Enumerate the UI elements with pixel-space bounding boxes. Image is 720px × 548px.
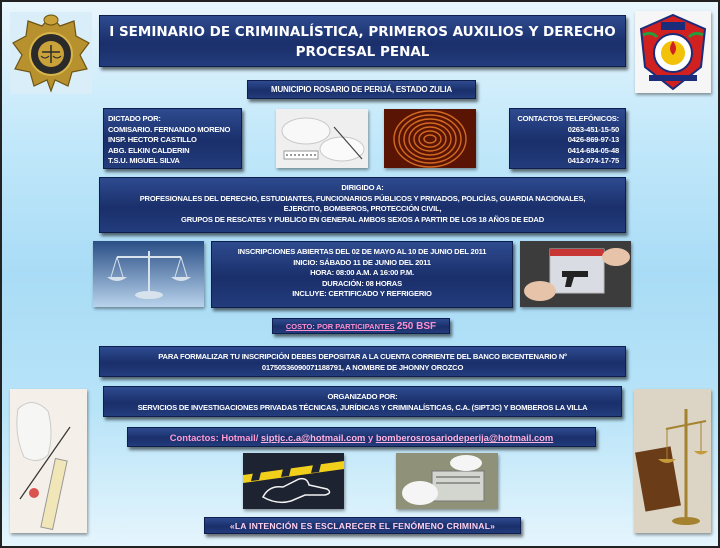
email-link-siptjc[interactable]: siptjc.c.a@hotmail.com [260, 432, 366, 443]
hours: HORA: 08:00 A.M. A 16:00 P.M. [310, 268, 414, 277]
location-text: MUNICIPIO ROSARIO DE PERIJÁ, ESTADO ZULIA [271, 85, 452, 94]
phone-contacts-heading: CONTACTOS TELEFÓNICOS: [517, 114, 619, 123]
instructors-heading: DICTADO POR: [108, 114, 161, 123]
phone-contacts-panel [509, 108, 626, 169]
email-contacts-banner [127, 427, 596, 447]
phone-number: 0426-869-97-13 [567, 135, 619, 144]
organizers-heading: ORGANIZADO POR: [327, 392, 398, 401]
email-link-bomberos[interactable]: bomberosrosariodeperija@hotmail.com [375, 432, 554, 443]
registration-dates: INSCRIPCIONES ABIERTAS DEL 02 DE MAYO AL 10 DE JUNIO DEL 2011 [237, 247, 487, 256]
instructor-name: COMISARIO. FERNANDO MORENO [108, 124, 231, 134]
start-date: INICIO: SÁBADO 11 DE JUNIO DEL 2011 [293, 257, 431, 267]
email-joiner: y [368, 432, 376, 443]
cost-amount: 250 BSF [396, 321, 437, 332]
instructor-name: INSP. HECTOR CASTILLO [108, 135, 197, 144]
instructors-panel [103, 108, 242, 169]
forensic-kit-photo [396, 453, 498, 509]
phone-number: 0263-451-15-50 [567, 124, 619, 134]
deposit-line-2: 01750536090071188791, A NOMBRE DE JHONNY OROZCO [261, 362, 464, 372]
includes: INCLUYE: CERTIFICADO Y REFRIGERIO [292, 289, 432, 298]
location-banner [247, 80, 476, 99]
title-banner [99, 15, 626, 67]
duration: DURACIÓN: 08 HORAS [322, 278, 402, 288]
evidence-bag-photo [520, 241, 631, 307]
audience-line: EJERCITO, BOMBEROS, PROTECCIÓN CIVIL, [283, 204, 442, 213]
audience-line: GRUPOS DE RESCATES Y PUBLICO EN GENERAL AMBOS SEXOS A PARTIR DE LOS 18 AÑOS DE EDAD [180, 214, 544, 224]
instructor-name: ABG. ELKIN CALDERIN [108, 145, 190, 155]
title-line-1: I SEMINARIO DE CRIMINALÍSTICA, PRIMEROS AUXILIOS Y DERECHO [109, 24, 616, 40]
deposit-panel [99, 346, 626, 377]
motto-banner [204, 517, 521, 534]
brass-scales-photo [634, 389, 711, 533]
police-badge-image [10, 12, 92, 94]
audience-panel [99, 177, 626, 233]
fingerprint-photo [384, 109, 476, 168]
phone-number: 0412-074-17-75 [567, 156, 619, 165]
motto-text: «LA INTENCIÓN ES ESCLARECER EL FENÓMENO CRIMINAL» [229, 521, 496, 531]
evidence-ruler-photo [10, 389, 87, 533]
gloved-hands-photo [276, 109, 368, 168]
audience-line: PROFESIONALES DEL DERECHO, ESTUDIANTES, FUNCIONARIOS PÚBLICOS Y PRIVADOS, POLICÍAS, GUARDIA NACIONALES, [139, 193, 586, 203]
fire-department-logo [635, 11, 711, 93]
organizers-text: SERVICIOS DE INVESTIGACIONES PRIVADAS TÉCNICAS, JURÍDICAS Y CRIMINALÍSTICAS, C.A. (SIPTJC) Y BOMBEROS LA VILLA [137, 402, 588, 412]
schedule-panel [211, 241, 513, 308]
cost-banner [272, 318, 450, 334]
phone-number: 0414-684-05-48 [567, 145, 619, 155]
cost-label: COSTO: POR PARTICIPANTES [285, 322, 395, 331]
scales-of-justice-photo [93, 241, 204, 307]
title-line-2: PROCESAL PENAL [295, 44, 430, 60]
instructor-name: T.S.U. MIGUEL SILVA [108, 156, 180, 165]
organizers-panel [103, 386, 622, 417]
deposit-line-1: PARA FORMALIZAR TU INSCRIPCIÓN DEBES DEPOSITAR A LA CUENTA CORRIENTE DEL BANCO BICENTENARIO Nº [158, 352, 567, 361]
audience-heading: DIRIGIDO A: [341, 183, 384, 192]
email-prefix: Contactos: Hotmail/ [169, 432, 261, 443]
crime-scene-outline-photo [243, 453, 344, 509]
